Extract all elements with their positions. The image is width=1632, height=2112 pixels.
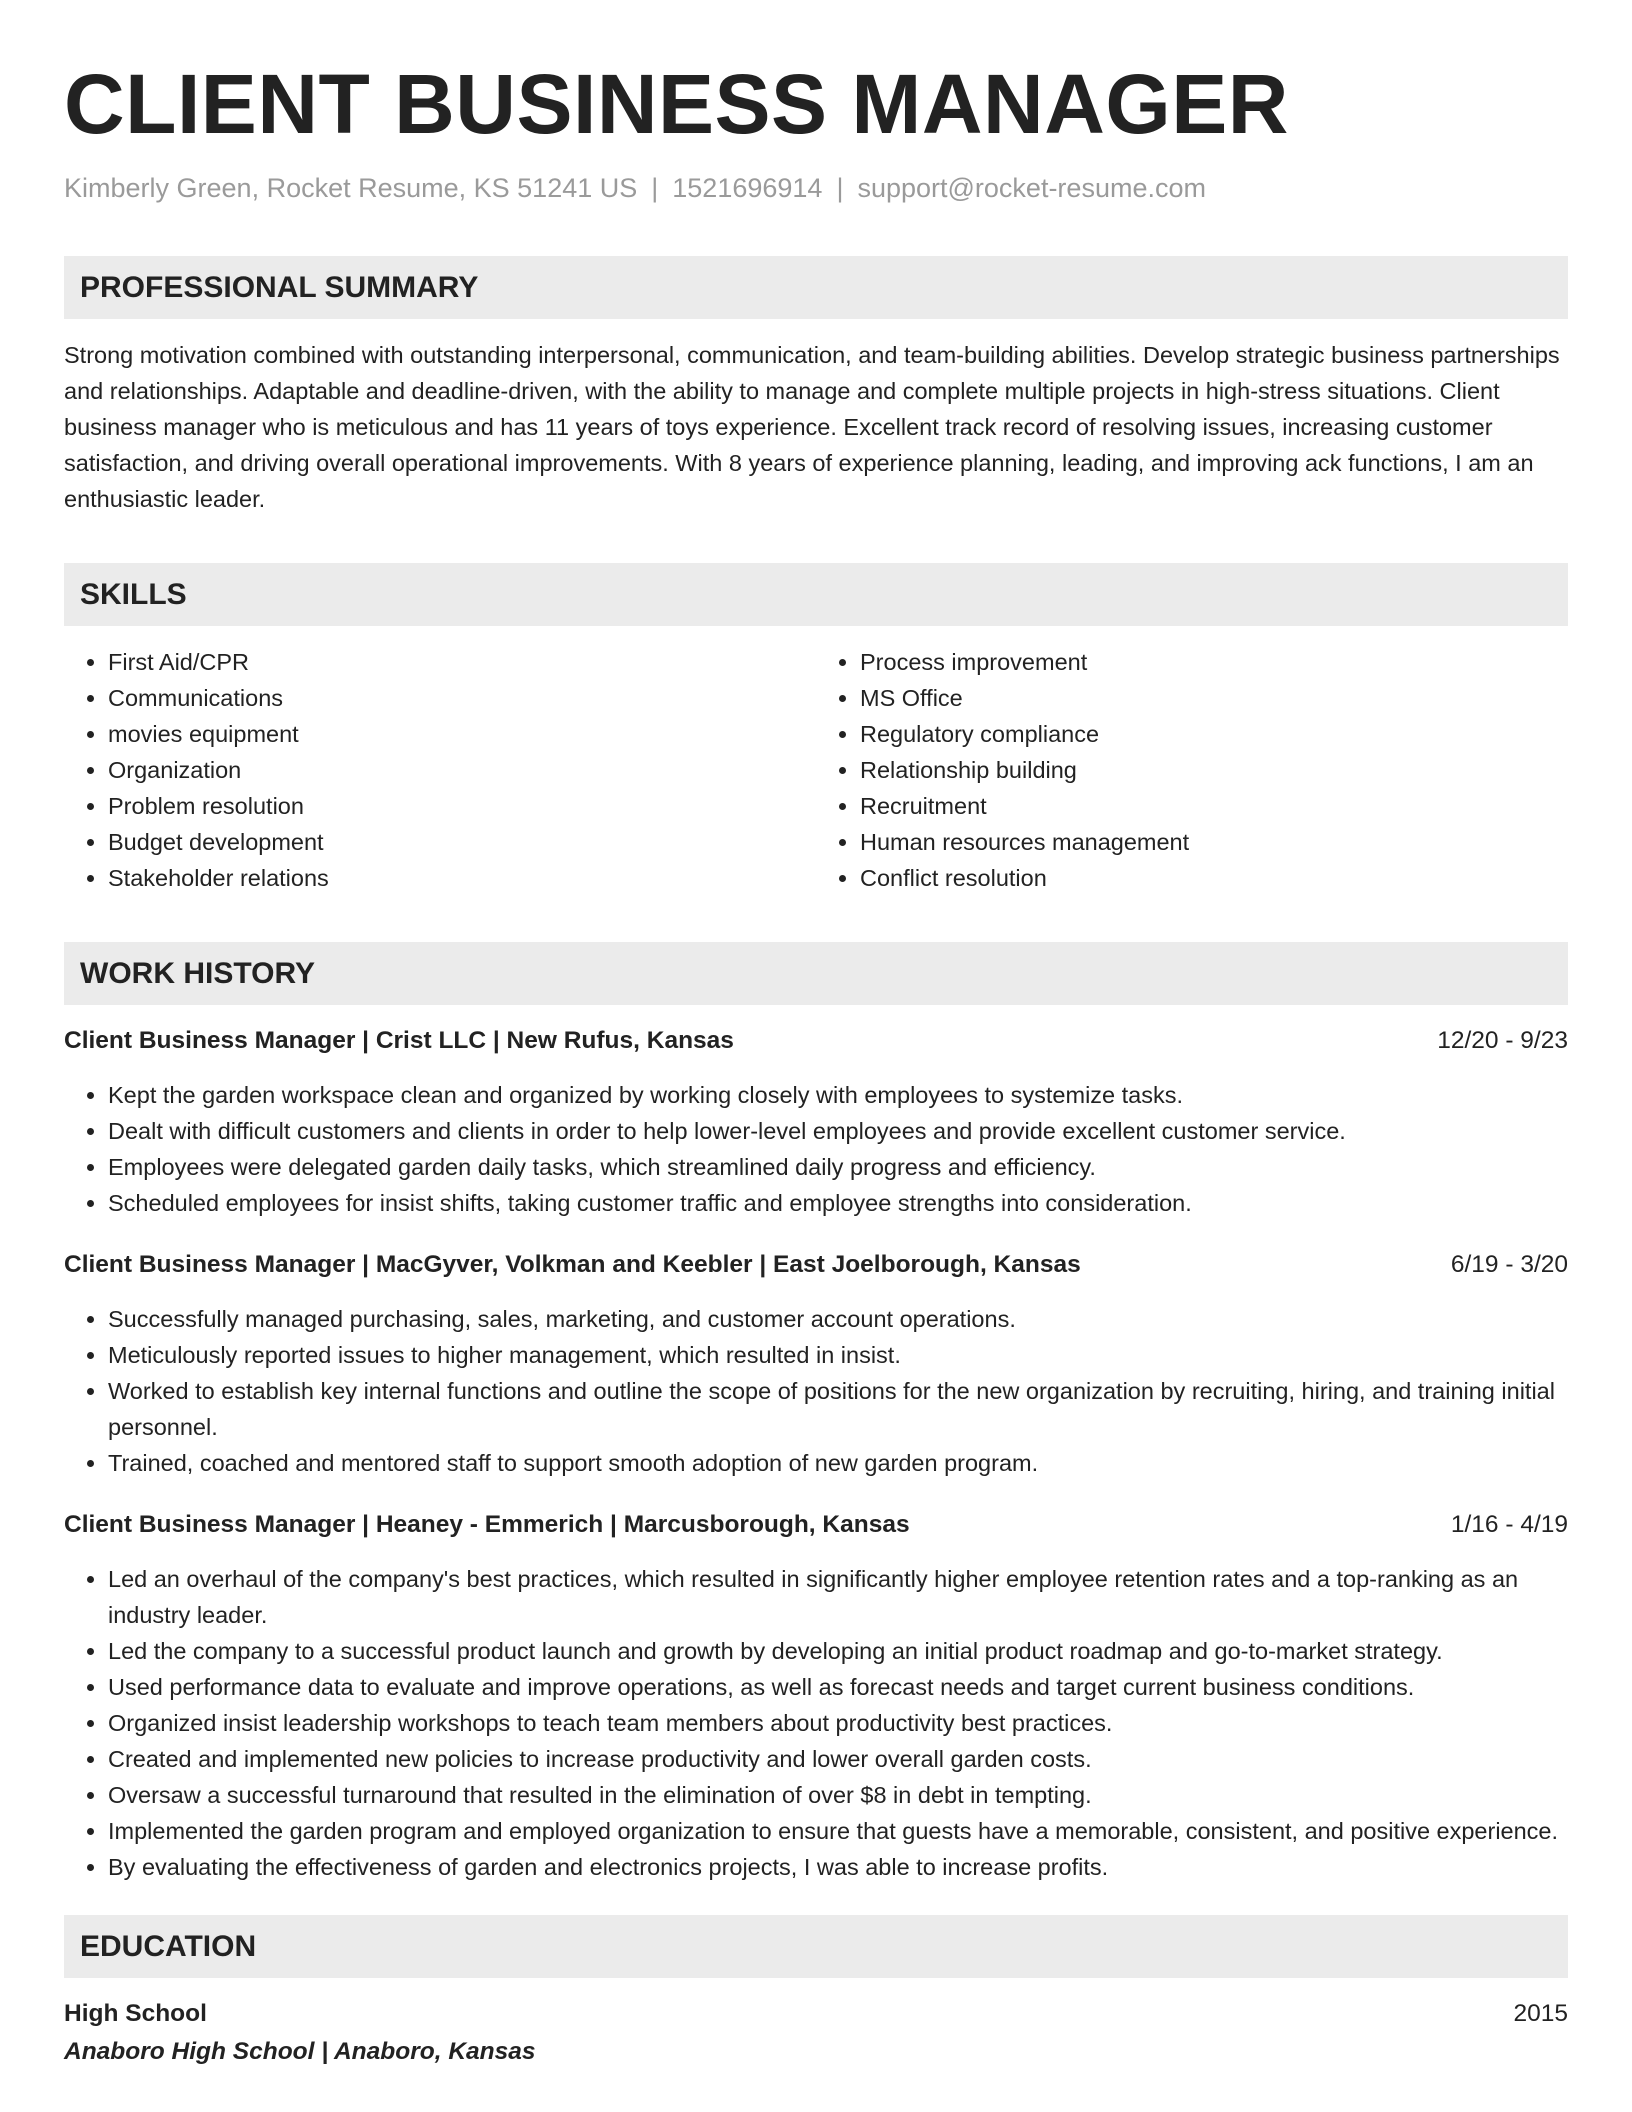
job-bullet: • Led the company to a successful product launch and growth by developing an initial product roadmap and go-to-market strategy. <box>108 1633 1568 1669</box>
skills-heading: SKILLS <box>64 563 1568 626</box>
job-dates: 12/20 - 9/23 <box>1437 1027 1568 1054</box>
skills-list-left <box>64 644 816 896</box>
job-header <box>64 1507 1568 1543</box>
job-header <box>64 1247 1568 1283</box>
skills-columns <box>64 644 1568 896</box>
skill-item: • Process improvement <box>860 644 1568 680</box>
job-bullet: • Scheduled employees for insist shifts, taking customer traffic and employee strengths into consideration. <box>108 1185 1568 1221</box>
skill-item: • Recruitment <box>860 788 1568 824</box>
job-bullet: • Created and implemented new policies to increase productivity and lower overall garden costs. <box>108 1741 1568 1777</box>
job-bullet: • Organized insist leadership workshops to teach team members about productivity best practices. <box>108 1705 1568 1741</box>
skill-item: • Communications <box>108 680 816 716</box>
skill-item: • Stakeholder relations <box>108 860 816 896</box>
job-entry <box>64 1507 1568 1885</box>
skill-item: • Organization <box>108 752 816 788</box>
resume-title: CLIENT BUSINESS MANAGER <box>64 57 1289 151</box>
job-bullet: • Meticulously reported issues to higher management, which resulted in insist. <box>108 1337 1568 1373</box>
contact-email: support@rocket-resume.com <box>857 173 1206 203</box>
summary-text: Strong motivation combined with outstanding interpersonal, communication, and team-building abilities. Develop strategic business partnerships and relationships. Adaptable and deadline-driven, with the ability to manage and complete multiple projects in high-stress situations. Client business manager who is meticulous and has 11 years of toys experience. Excellent track record of resolving issues, increasing customer satisfaction, and driving overall operational improvements. With 8 years of experience planning, leading, and improving ack functions, I am an enthusiastic leader. <box>64 342 1560 512</box>
job-entry <box>64 1023 1568 1221</box>
education-school: Anaboro High School | Anaboro, Kansas <box>64 2038 536 2065</box>
job-bullet: • Dealt with difficult customers and clients in order to help lower-level employees and provide excellent customer service. <box>108 1113 1568 1149</box>
education-year: 2015 <box>1513 2000 1568 2027</box>
job-dates: 6/19 - 3/20 <box>1450 1251 1568 1278</box>
job-bullet: • Implemented the garden program and employed organization to ensure that guests have a memorable, consistent, and positive experience. <box>108 1813 1568 1849</box>
skill-item: • Budget development <box>108 824 816 860</box>
skill-item: • Regulatory compliance <box>860 716 1568 752</box>
job-bullet: • Used performance data to evaluate and improve operations, as well as forecast needs and target current business conditions. <box>108 1669 1568 1705</box>
job-entry <box>64 1247 1568 1481</box>
job-header <box>64 1023 1568 1059</box>
job-bullets <box>64 1077 1568 1221</box>
job-bullet: • Trained, coached and mentored staff to support smooth adoption of new garden program. <box>108 1445 1568 1481</box>
job-title: Client Business Manager | Crist LLC | New Rufus, Kansas <box>64 1027 734 1054</box>
job-bullet: • Led an overhaul of the company's best practices, which resulted in significantly higher employee retention rates and a top-ranking as an industry leader. <box>108 1561 1568 1633</box>
job-title: Client Business Manager | MacGyver, Volkman and Keebler | East Joelborough, Kansas <box>64 1251 1081 1278</box>
contact-address: Kimberly Green, Rocket Resume, KS 51241 US <box>64 173 638 203</box>
skill-item: • Relationship building <box>860 752 1568 788</box>
job-bullet: • By evaluating the effectiveness of garden and electronics projects, I was able to increase profits. <box>108 1849 1568 1885</box>
skill-item: • First Aid/CPR <box>108 644 816 680</box>
skill-item: • Problem resolution <box>108 788 816 824</box>
contact-separator: | <box>651 173 659 203</box>
job-bullets <box>64 1301 1568 1481</box>
skills-list-right <box>816 644 1568 896</box>
summary-section <box>64 256 1568 517</box>
job-bullets <box>64 1561 1568 1885</box>
skills-section <box>64 563 1568 896</box>
job-dates: 1/16 - 4/19 <box>1450 1511 1568 1538</box>
education-section <box>64 1915 1568 2070</box>
skill-item: • Conflict resolution <box>860 860 1568 896</box>
work-history-section <box>64 942 1568 1885</box>
work-history-heading: WORK HISTORY <box>64 942 1568 1005</box>
skill-item: • MS Office <box>860 680 1568 716</box>
contact-phone: 1521696914 <box>672 173 823 203</box>
skill-item: • Human resources management <box>860 824 1568 860</box>
job-bullet: • Successfully managed purchasing, sales, marketing, and customer account operations. <box>108 1301 1568 1337</box>
skill-item: • movies equipment <box>108 716 816 752</box>
contact-line <box>64 170 1568 206</box>
job-title: Client Business Manager | Heaney - Emmerich | Marcusborough, Kansas <box>64 1511 910 1538</box>
job-bullet: • Kept the garden workspace clean and organized by working closely with employees to systemize tasks. <box>108 1077 1568 1113</box>
education-heading: EDUCATION <box>64 1915 1568 1978</box>
job-bullet: • Worked to establish key internal functions and outline the scope of positions for the new organization by recruiting, hiring, and training initial personnel. <box>108 1373 1568 1445</box>
job-bullet: • Employees were delegated garden daily tasks, which streamlined daily progress and efficiency. <box>108 1149 1568 1185</box>
contact-separator: | <box>836 173 844 203</box>
education-header <box>64 1996 1568 2032</box>
education-degree: High School <box>64 2000 207 2027</box>
summary-heading: PROFESSIONAL SUMMARY <box>64 256 1568 319</box>
job-bullet: • Oversaw a successful turnaround that resulted in the elimination of over $8 in debt in tempting. <box>108 1777 1568 1813</box>
